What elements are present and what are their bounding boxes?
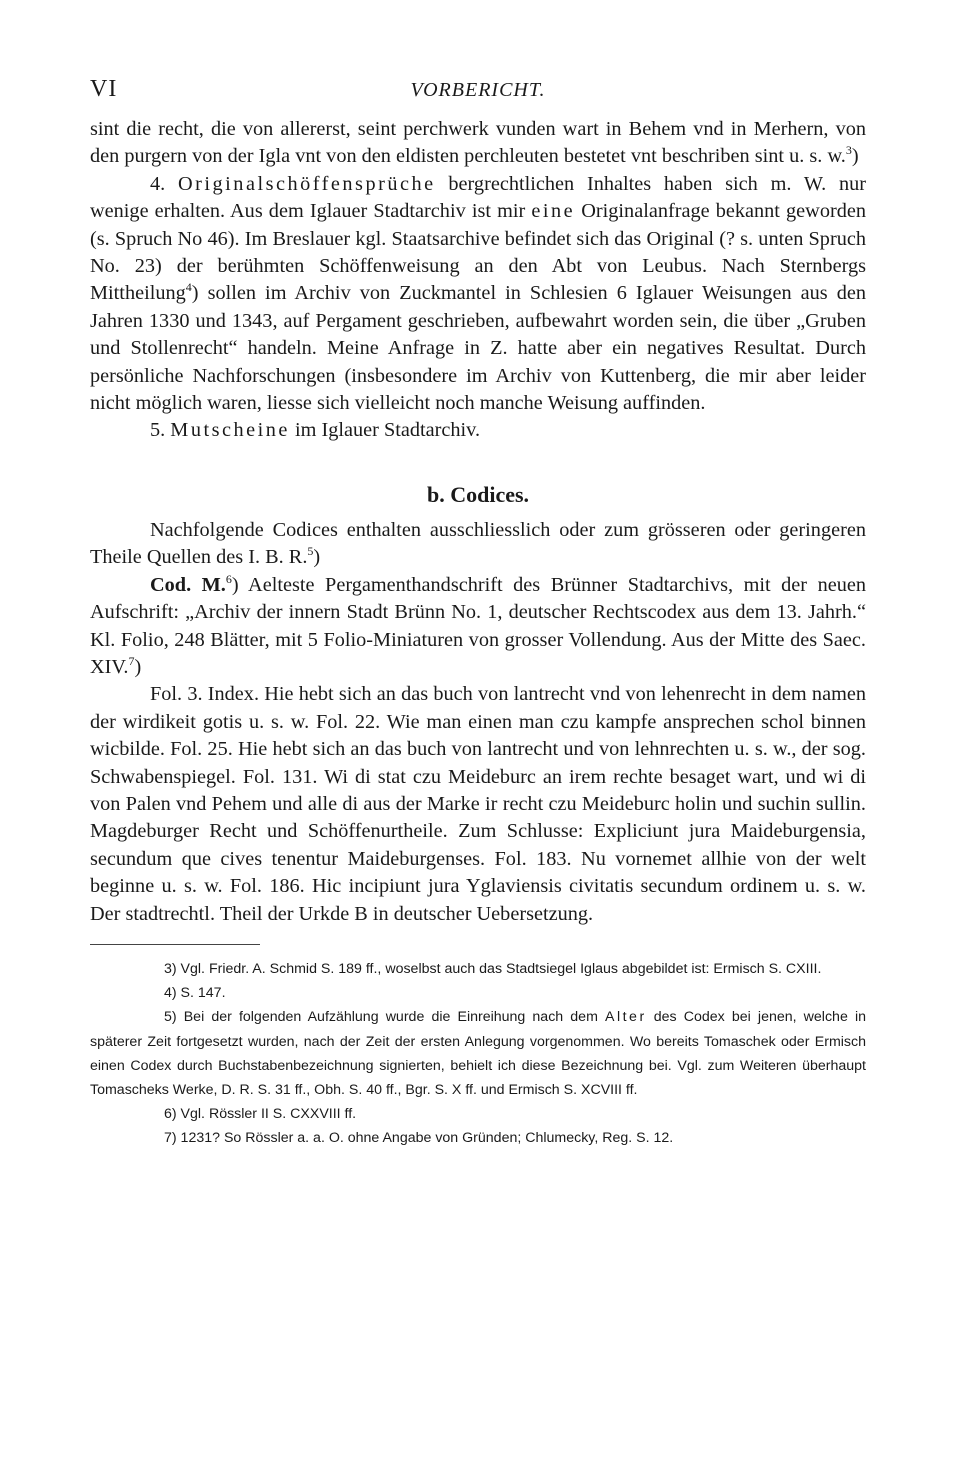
footnotes bbox=[90, 957, 866, 1151]
footnote-ref-5[interactable]: 5 bbox=[307, 544, 314, 559]
paragraph-originalschoeffensprueche: 4. Originalschöffensprüche bergrechtlichen Inhaltes haben sich m. W. nur wenige erhalten. Aus dem Iglauer Stadtarchiv ist mir eine Originalanfrage bekannt geworden (s. Spruch No 46). Im Breslauer kgl. Staatsarchive befindet sich das Original (? s. unten Spruch No. 23) der berühmten Schöffenweisung an den Abt von Leubus. Nach Sternbergs Mittheilung$^4$) sollen im Archiv von Zuckmantel in Schlesien 6 Iglauer Weisungen aus den Jahren 1330 und 1343, auf Pergament geschrieben, aufbewahrt worden sein, die über „Gruben und Stollenrecht“ handeln. Meine Anfrage in Z. hatte aber ein negatives Resultat. Durch persönliche Nachforschungen (insbesondere im Archiv von Kuttenberg, die mir aber leider nicht möglich waren, liesse sich vielleicht noch manche Weisung auffinden. bbox=[90, 172, 866, 415]
paragraph-quote-end: sint die recht, die von allererst, seint perchwerk vunden wart in Behem vnd in Merhern, von den purgern von der Igla vnt von den eldisten perchleuten bestetet vnt beschriben sint u. s. w.$^3$) bbox=[90, 118, 866, 168]
codex-label: Cod. M. bbox=[150, 573, 226, 596]
spaced-emphasis: eine bbox=[531, 200, 576, 223]
paragraph-folio-contents: Fol. 3. Index. Hie hebt sich an das buch von lantrecht vnd von lehenrecht in dem namen der wirdikeit gotis u. s. w. Fol. 22. Wie man einen man czu kampfe ansprechen schol binnen wicbilde. Fol. 25. Hie hebt sich an das buch von lantrecht und von lehnrechten u. s. w., der sog. Schwabenspiegel. Fol. 131. Wi di stat czu Meideburc an irem rechte besaget wart, und wi di von Palen vnd Pehem und alle di aus der Marke ir recht czu Meideburc holin und suchin sullin. Magdeburger Recht und Schöffenurtheile. Zum Schlusse: Expliciunt jura Maideburgensia, secundum que cives tenentur Maideburgenses. Fol. 183. Nu vornemet allhie von der welt beginne u. s. w. Fol. 186. Hic incipiunt jura Yglaviensis civitatis secundum ordinem u. s. w. Der stadtrechtl. Theil der Urkde B in deutscher Uebersetzung. bbox=[90, 683, 866, 925]
running-title: VORBERICHT. bbox=[410, 79, 546, 101]
footnote-divider bbox=[90, 944, 260, 945]
footnote-3: 3) Vgl. Friedr. A. Schmid S. 189 ff., woselbst auch das Stadtsiegel Iglaus abgebildet ist: Ermisch S. CXIII. bbox=[164, 960, 822, 977]
book-page bbox=[90, 76, 866, 1151]
paragraph-cod-m: Cod. M.$^6$) Aelteste Pergamenthandschrift des Brünner Stadtarchivs, mit der neuen Aufschrift: „Archiv der innern Stadt Brünn No. 1, deutscher Rechtscodex aus dem 13. Jahrh.“ Kl. Folio, 248 Blätter, mit 5 Folio-Miniaturen von grosser Vollendung. Aus der Mitte des Saec. XIV.$^7$) bbox=[90, 571, 867, 678]
page-number: VI bbox=[90, 76, 118, 102]
footnote-6: 6) Vgl. Rössler II S. CXXVIII ff. bbox=[164, 1106, 357, 1123]
spaced-heading-term: Mutscheine bbox=[170, 419, 290, 442]
footnote-5: 5) Bei der folgenden Aufzählung wurde die Einreihung nach dem Alter des Codex bei jenen, welche in späterer Zeit fortgesetzt wurden, nach der Zeit der ersten Anlegung vorgenommen. Wo bereits Tomaschek oder Ermisch einen Codex durch Buchstabenbezeichnung signierten, behielt ich diese Bezeichnung bei. Vgl. zum Weiteren überhaupt Tomascheks Werke, D. R. S. 31 ff., Obh. S. 40 ff., Bgr. S. X ff. und Ermisch S. XCVIII ff. bbox=[90, 1009, 866, 1098]
footnote-ref-4[interactable]: 4 bbox=[185, 280, 192, 295]
page-header bbox=[90, 76, 866, 116]
section-heading: b. Codices. bbox=[426, 481, 530, 507]
main-text bbox=[90, 116, 866, 928]
footnote-ref-6[interactable]: 6 bbox=[225, 571, 232, 586]
footnote-7: 7) 1231? So Rössler a. a. O. ohne Angabe von Gründen; Chlumecky, Reg. S. 12. bbox=[164, 1130, 674, 1147]
paragraph-mutscheine: 5. Mutscheine im Iglauer Stadtarchiv. bbox=[150, 419, 481, 442]
paragraph-codices-intro: Nachfolgende Codices enthalten ausschliesslich oder zum grösseren oder geringeren Theile Quellen des I. B. R.$^5$) bbox=[90, 518, 866, 569]
footnote-ref-3[interactable]: 3 bbox=[845, 143, 852, 158]
footnote-ref-7[interactable]: 7 bbox=[128, 654, 135, 669]
spaced-emphasis: Alter bbox=[605, 1009, 647, 1026]
spaced-heading-term: Originalschöffensprüche bbox=[178, 172, 436, 195]
footnote-4: 4) S. 147. bbox=[164, 985, 226, 1002]
